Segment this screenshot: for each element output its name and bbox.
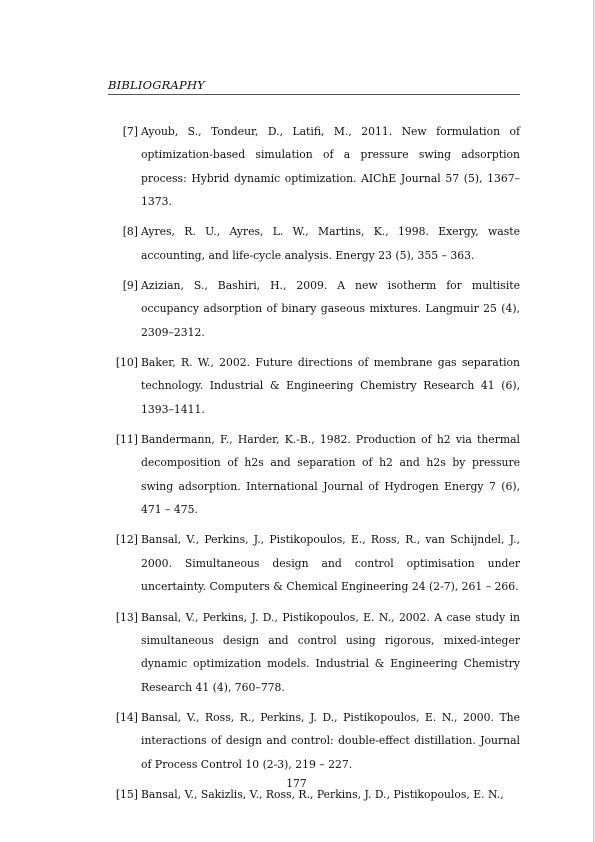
reference-text: Ayres, R. U., Ayres, L. W., Martins, K., 1998. Exergy, waste accounting, and life-cycle analysis. Energy 23 (5), 355 – 363. xyxy=(141,225,520,262)
reference-number: [9] xyxy=(122,279,138,293)
reference-item xyxy=(108,274,520,344)
reference-number: [12] xyxy=(115,533,138,547)
running-header: BIBLIOGRAPHY xyxy=(108,78,520,95)
reference-item xyxy=(108,428,520,522)
reference-item xyxy=(108,606,520,700)
reference-item xyxy=(108,120,520,214)
reference-number: [15] xyxy=(115,787,138,801)
reference-text: Ayoub, S., Tondeur, D., Latifi, M., 2011. New formulation of optimization-based simulation of a pressure swing adsorption process: Hybrid dynamic optimization. AIChE Journal 57 (5), 1367–1373. xyxy=(141,125,520,209)
reference-number: [10] xyxy=(115,356,138,370)
reference-item xyxy=(108,706,520,776)
reference-text: Bansal, V., Ross, R., Perkins, J. D., Pistikopoulos, E. N., 2000. The interactions of design and control: double-effect distillation. Journal of Process Control 10 (2-3), 219 – 227. xyxy=(141,710,520,771)
reference-text: Bansal, V., Perkins, J. D., Pistikopoulos, E. N., 2002. A case study in simultaneous design and control using rigorous, mixed-integer dynamic optimization models. Industrial & Engineering Chemistry Research 41 (4), 760–778. xyxy=(141,610,520,694)
reference-text: Bandermann, F., Harder, K.-B., 1982. Production of h2 via thermal decomposition of h2s and separation of h2 and h2s by pressure swing adsorption. International Journal of Hydrogen Energy 7 (6), 471 – 475. xyxy=(141,433,520,517)
page-number: 177 xyxy=(286,777,307,790)
reference-number: [13] xyxy=(115,610,138,624)
reference-list xyxy=(108,120,520,813)
reference-item xyxy=(108,220,520,267)
reference-number: [7] xyxy=(122,125,138,138)
reference-number: [11] xyxy=(115,433,138,447)
reference-number: [8] xyxy=(122,225,138,239)
reference-text: Azizian, S., Bashiri, H., 2009. A new isotherm for multisite occupancy adsorption of binary gaseous mixtures. Langmuir 25 (4), 2309–2312. xyxy=(141,279,520,339)
reference-text: Baker, R. W., 2002. Future directions of membrane gas separation technology. Industrial & Engineering Chemistry Research 41 (6), 1393–1411. xyxy=(141,356,520,416)
reference-text: Bansal, V., Sakizlis, V., Ross, R., Perkins, J. D., Pistikopoulos, E. N., xyxy=(141,787,504,801)
reference-item xyxy=(108,351,520,421)
reference-number: [14] xyxy=(115,710,138,724)
reference-text: Bansal, V., Perkins, J., Pistikopoulos, E., Ross, R., van Schijndel, J., 2000. Simultaneous design and control optimisation under uncertainty. Computers & Chemical Engineering 24 (2-7), 261 – 266. xyxy=(141,533,520,594)
reference-item xyxy=(108,528,520,598)
